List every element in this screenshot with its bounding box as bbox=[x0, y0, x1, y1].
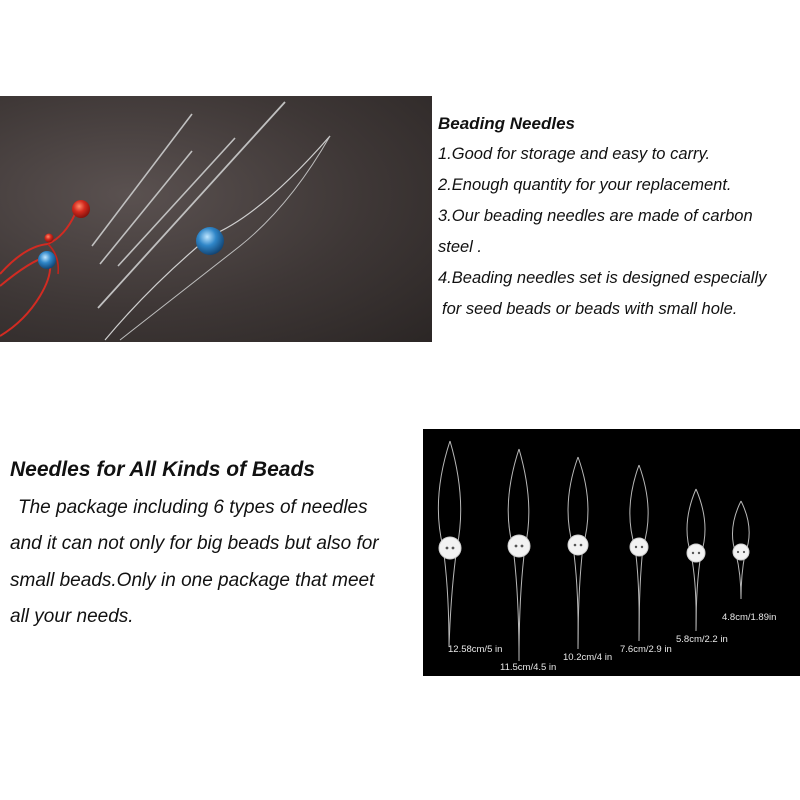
white-bead bbox=[630, 538, 648, 556]
white-bead bbox=[508, 535, 530, 557]
red-thread bbox=[0, 214, 75, 274]
section-title: Beading Needles bbox=[438, 114, 575, 133]
description-line: small beads.Only in one package that meet bbox=[10, 569, 375, 591]
feature-line: steel . bbox=[438, 238, 483, 256]
needle-size-label: 12.58cm/5 in bbox=[448, 644, 503, 655]
beading-needles-description bbox=[438, 108, 800, 325]
blue-bead bbox=[196, 227, 224, 255]
feature-line: 3.Our beading needles are made of carbon bbox=[438, 207, 753, 225]
needle-types-description bbox=[10, 452, 415, 636]
white-bead bbox=[568, 535, 588, 555]
needle-size-label: 11.5cm/4.5 in bbox=[500, 662, 557, 673]
needle-sizes-illustration bbox=[423, 429, 800, 676]
needle bbox=[100, 151, 192, 264]
description-line: all your needs. bbox=[10, 606, 134, 627]
description-line: The package including 6 types of needles bbox=[18, 496, 368, 518]
needle bbox=[98, 102, 285, 308]
red-bead bbox=[45, 234, 54, 243]
feature-line: 2.Enough quantity for your replacement. bbox=[438, 176, 732, 194]
feature-line: 4.Beading needles set is designed especially bbox=[438, 269, 767, 287]
needle bbox=[92, 114, 192, 246]
feature-line: 1.Good for storage and easy to carry. bbox=[438, 145, 711, 163]
feature-line: for seed beads or beads with small hole. bbox=[442, 300, 738, 318]
white-bead bbox=[687, 544, 705, 562]
red-bead bbox=[72, 200, 90, 218]
needle-size-label: 4.8cm/1.89in bbox=[722, 612, 777, 623]
needle-size-label: 10.2cm/4 in bbox=[563, 652, 613, 663]
description-line: and it can not only for big beads but also for bbox=[10, 533, 379, 554]
needle-size-label: 5.8cm/2.2 in bbox=[676, 634, 728, 645]
blue-bead bbox=[38, 251, 56, 269]
white-bead bbox=[439, 537, 461, 559]
white-bead bbox=[733, 544, 749, 560]
needle-sizes-photo bbox=[423, 429, 800, 676]
section-title: Needles for All Kinds of Beads bbox=[10, 458, 315, 481]
needle-size-label: 7.6cm/2.9 in bbox=[620, 644, 672, 655]
beading-needles-photo bbox=[0, 96, 432, 342]
needles-with-beads-illustration bbox=[0, 96, 432, 342]
red-thread bbox=[0, 256, 50, 336]
